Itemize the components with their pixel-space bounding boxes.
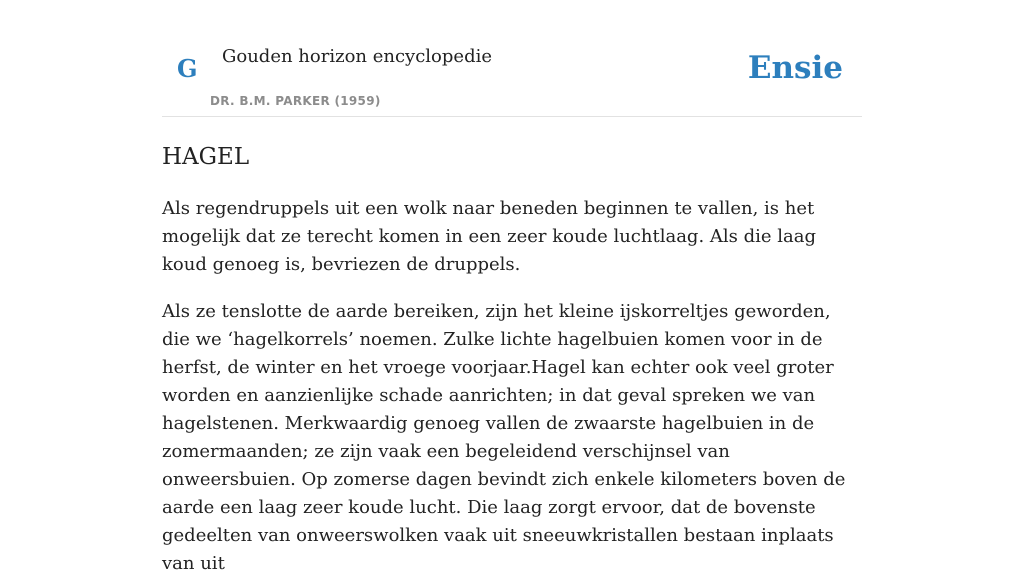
article-title: HAGEL [162, 144, 250, 170]
author-label: DR. B.M. PARKER (1959) [210, 94, 381, 108]
source-title-link[interactable]: Gouden horizon encyclopedie [222, 46, 492, 67]
source-logo-icon[interactable]: G [177, 54, 198, 83]
article-paragraph: Als regendruppels uit een wolk naar beneden beginnen te vallen, is het mogelijk dat ze terecht komen in een zeer koude luchtlaag. Als die laag koud genoeg is, bevriezen de druppels. [162, 198, 817, 275]
header [162, 0, 862, 117]
article-paragraph: Als ze tenslotte de aarde bereiken, zijn het kleine ijskorreltjes geworden, die we ‘hagelkorrels’ noemen. Zulke lichte hagelbuien komen voor in de herfst, de winter en het vroege voorjaar.Hagel kan echter ook veel groter worden en aanzienlijke schade aanrichten; in dat geval spreken we van hagelstenen. Merkwaardig genoeg vallen de zwaarste hagelbuien in de zomermaanden; ze zijn vaak een begeleidend verschijnsel van onweersbuien. Op zomerse dagen bevindt zich enkele kilometers boven de aarde een laag zeer koude lucht. Die laag zorgt ervoor, dat de bovenste gedeelten van onweerswolken vaak uit sneeuwkristallen bestaan inplaats van uit [162, 301, 846, 574]
ensie-logo-link[interactable]: Ensie [747, 50, 843, 86]
page [162, 0, 862, 578]
